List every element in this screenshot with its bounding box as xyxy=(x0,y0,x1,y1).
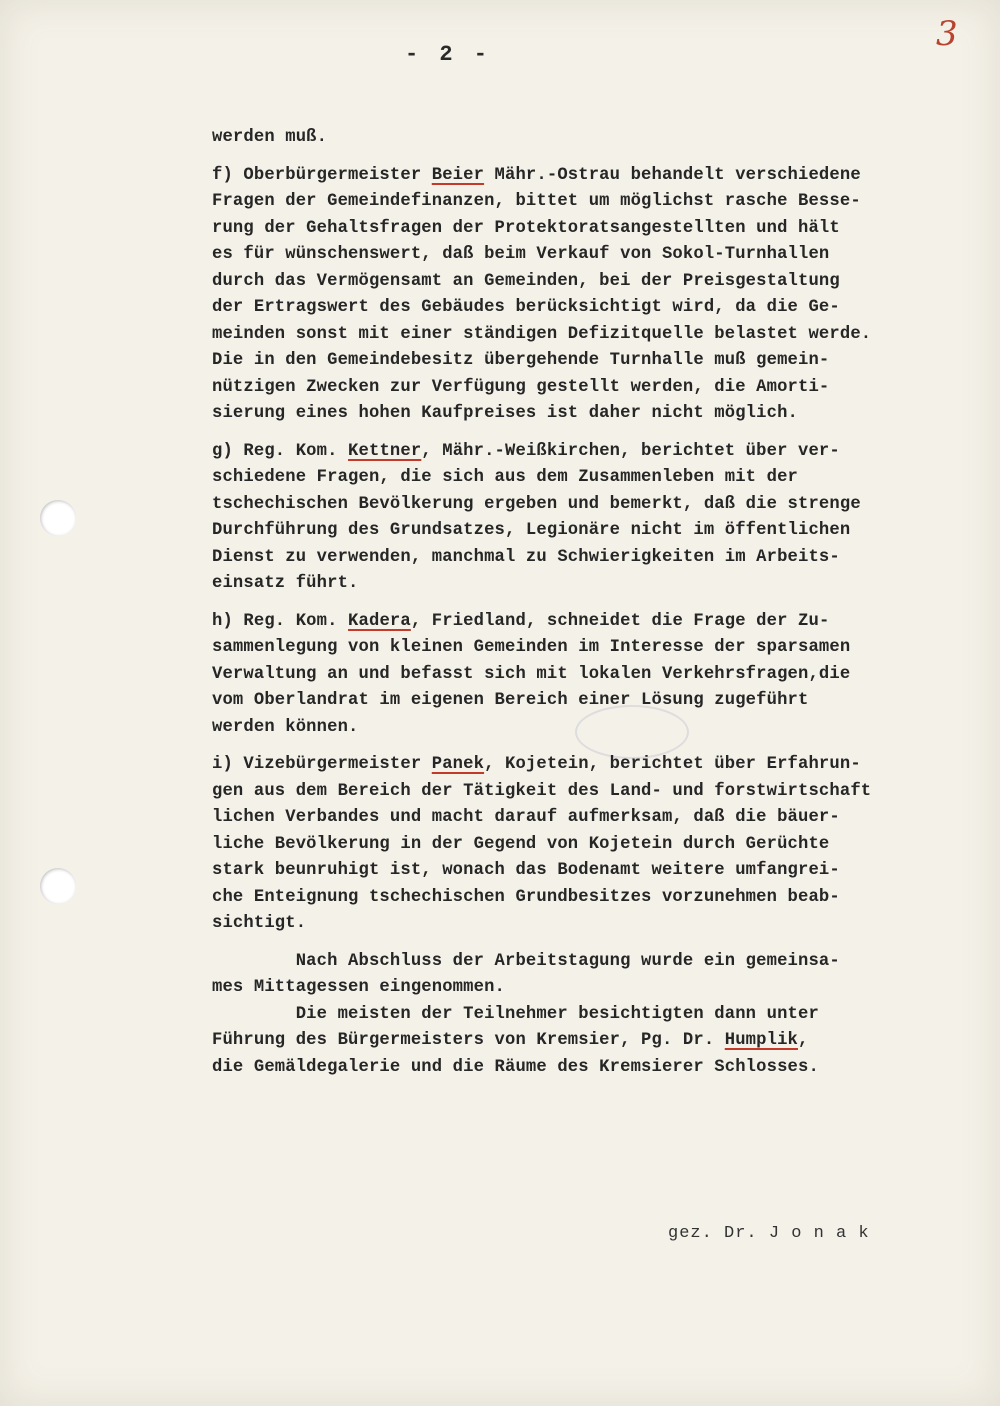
paragraph-gap xyxy=(212,428,972,439)
text-line: che Enteignung tschechischen Grundbesitzes vorzunehmen beab- xyxy=(212,887,840,907)
text-line: meinden sonst mit einer ständigen Defizitquelle belastet werde. xyxy=(212,324,872,344)
body-text xyxy=(212,125,972,1081)
text-line: schiedene Fragen, die sich aus dem Zusammenleben mit der xyxy=(212,468,798,487)
underlined-name: Panek xyxy=(431,755,485,774)
text-line: lichen Verbandes und macht darauf aufmerksam, daß die bäuer- xyxy=(212,808,840,827)
text-line: gen aus dem Bereich der Tätigkeit des Land- und forstwirtschaft xyxy=(212,781,872,801)
text-line: sierung eines hohen Kaufpreises ist daher nicht möglich. xyxy=(212,404,798,423)
text-line: rung der Gehaltsfragen der Protektoratsangestellten und hält xyxy=(212,218,840,238)
text-line: Verwaltung an und befasst sich mit lokalen Verkehrsfragen,die xyxy=(212,664,851,684)
text-line: der Ertragswert des Gebäudes berücksichtigt wird, da die Ge- xyxy=(212,298,840,317)
text-line: werden können. xyxy=(212,717,359,737)
text-line: Führung des Bürgermeisters von Kremsier, Pg. Dr. Humplik, xyxy=(212,1031,809,1050)
text-line: die Gemäldegalerie und die Räume des Kremsierer Schlosses. xyxy=(212,1057,819,1077)
text-line: werden muß. xyxy=(212,128,328,147)
text-line: g) Reg. Kom. Kettner, Mähr.-Weißkirchen, berichtet über ver- xyxy=(212,441,840,461)
text-line: Nach Abschluss der Arbeitstagung wurde ein gemeinsa- xyxy=(212,951,840,971)
text-line: Die meisten der Teilnehmer besichtigten dann unter xyxy=(212,1004,819,1024)
paragraph-gap xyxy=(212,741,972,752)
text-line: Fragen der Gemeindefinanzen, bittet um möglichst rasche Besse- xyxy=(212,192,861,211)
folio-number: 3 xyxy=(936,14,958,54)
text-line: nützigen Zwecken zur Verfügung gestellt werden, die Amorti- xyxy=(212,377,830,397)
text-line: durch das Vermögensamt an Gemeinden, bei der Preisgestaltung xyxy=(212,271,840,291)
paragraph-gap xyxy=(212,938,972,949)
signature-line: gez. Dr. J o n a k xyxy=(668,1224,870,1243)
text-line: f) Oberbürgermeister Beier Mähr.-Ostrau behandelt verschiedene xyxy=(212,165,861,185)
text-line: sichtigt. xyxy=(212,914,307,933)
underlined-name: Beier xyxy=(431,165,485,185)
punch-hole-bottom xyxy=(40,868,76,904)
text-line: Durchführung des Grundsatzes, Legionäre nicht im öffentlichen xyxy=(212,521,851,540)
text-line: Dienst zu verwenden, manchmal zu Schwierigkeiten im Arbeits- xyxy=(212,547,840,567)
punch-hole-top xyxy=(40,500,76,536)
text-line: vom Oberlandrat im eigenen Bereich einer Lösung zugeführt xyxy=(212,691,809,710)
text-line: mes Mittagessen eingenommen. xyxy=(212,978,505,997)
text-line: h) Reg. Kom. Kadera, Friedland, schneidet die Frage der Zu- xyxy=(212,611,830,631)
underlined-name: Kadera xyxy=(348,611,411,631)
underlined-name: Kettner xyxy=(348,441,422,461)
underlined-name: Humplik xyxy=(724,1031,798,1050)
text-line: i) Vizebürgermeister Panek, Kojetein, berichtet über Erfahrun- xyxy=(212,755,861,774)
text-line: liche Bevölkerung in der Gegend von Kojetein durch Gerüchte xyxy=(212,834,830,854)
text-line: sammenlegung von kleinen Gemeinden im Interesse der sparsamen xyxy=(212,638,851,657)
text-line: Die in den Gemeindebesitz übergehende Turnhalle muß gemein- xyxy=(212,351,830,370)
text-line: es für wünschenswert, daß beim Verkauf von Sokol-Turnhallen xyxy=(212,245,830,264)
text-line: tschechischen Bevölkerung ergeben und bemerkt, daß die strenge xyxy=(212,494,861,514)
paragraph-gap xyxy=(212,152,972,163)
page-number: - 2 - xyxy=(405,42,492,67)
text-line: stark beunruhigt ist, wonach das Bodenamt weitere umfangrei- xyxy=(212,861,840,880)
paragraph-gap xyxy=(212,598,972,609)
text-line: einsatz führt. xyxy=(212,574,359,593)
